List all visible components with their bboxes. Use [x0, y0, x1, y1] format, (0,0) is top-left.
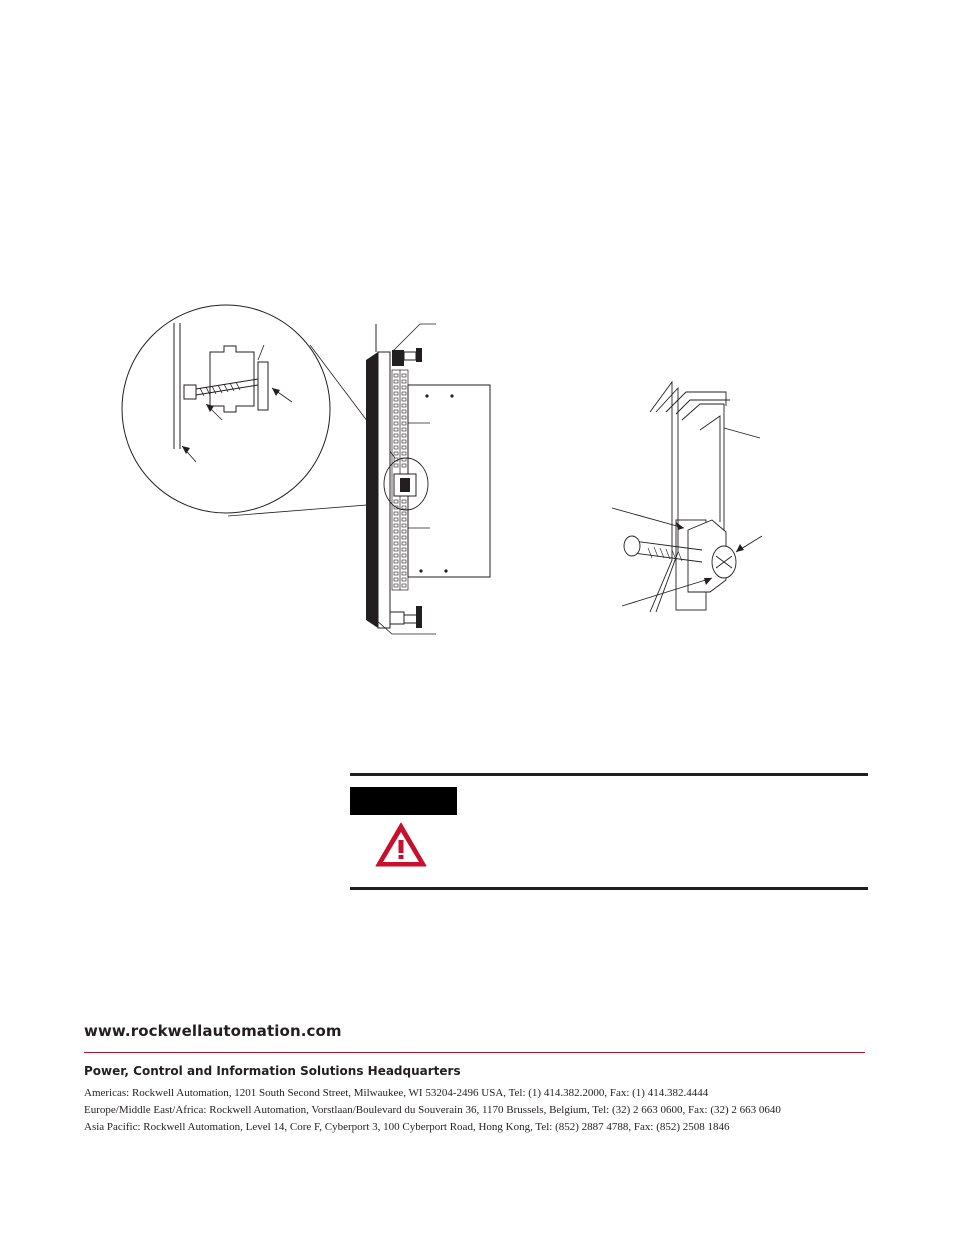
footer-address-apac: Asia Pacific: Rockwell Automation, Level 14, Core F, Cyberport 3, 100 Cyberport Road, Hong Kong, Tel: (852) 2887 4788, Fax: (852) 2508 1846 — [84, 1121, 730, 1133]
warning-label-box — [350, 787, 457, 815]
terminal-rear-housing — [408, 385, 490, 577]
footer-headquarters-title: Power, Control and Information Solutions Headquarters — [84, 1064, 461, 1078]
footer-divider — [84, 1052, 865, 1053]
footer-address-americas: Americas: Rockwell Automation, 1201 South Second Street, Milwaukee, WI 53204-2496 USA, Tel: (1) 414.382.2000, Fax: (1) 414.382.4444 — [84, 1087, 709, 1099]
warning-top-rule — [350, 773, 868, 776]
terminal-bezel — [366, 352, 378, 628]
clip-body — [210, 346, 254, 412]
clip-perspective-figure — [612, 382, 762, 612]
top-mounting-clip — [392, 350, 404, 366]
footer-website-url[interactable]: www.rockwellautomation.com — [84, 1022, 342, 1040]
warning-bottom-rule — [350, 887, 868, 890]
footer-address-emea: Europe/Middle East/Africa: Rockwell Automation, Vorstlaan/Boulevard du Souverain 36, 1170 Brussels, Belgium, Tel: (32) 2 663 0600, Fax: (32) 2 663 0640 — [84, 1104, 781, 1116]
bottom-mounting-clip — [390, 612, 404, 624]
